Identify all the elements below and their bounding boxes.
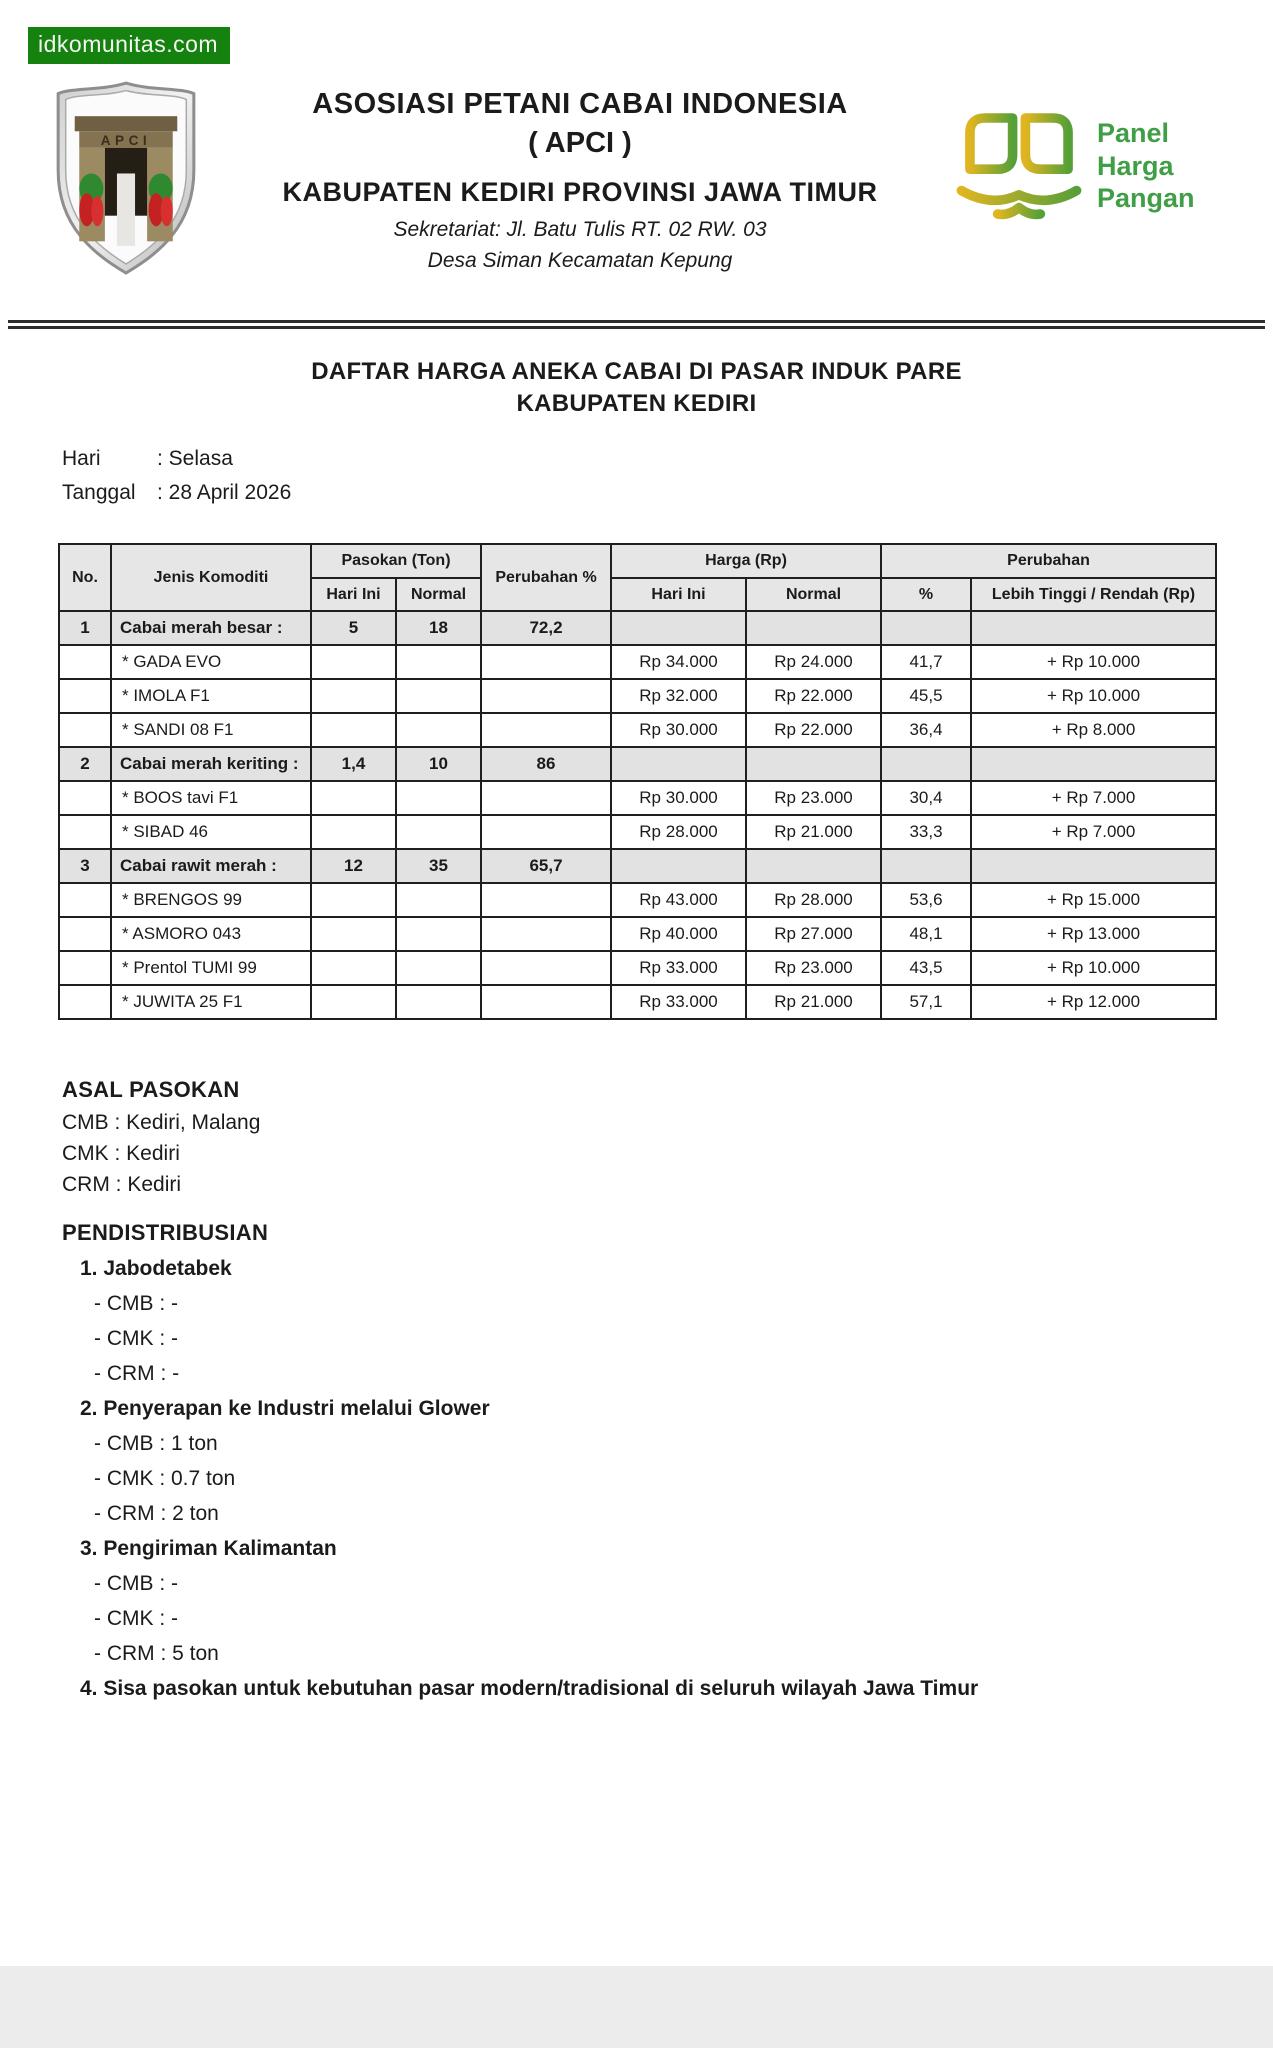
cell-pct: 57,1 xyxy=(881,985,971,1019)
cell-komoditi: * SIBAD 46 xyxy=(111,815,311,849)
table-row xyxy=(59,815,1216,849)
cell-no xyxy=(59,883,111,917)
cell-diff xyxy=(971,849,1216,883)
cell-harga-normal: Rp 21.000 xyxy=(746,985,881,1019)
cell-pasokan-normal xyxy=(396,645,481,679)
panel-harga-pangan-icon xyxy=(955,105,1083,227)
cell-komoditi: Cabai rawit merah : xyxy=(111,849,311,883)
cell-harga-normal: Rp 22.000 xyxy=(746,679,881,713)
cell-pct: 41,7 xyxy=(881,645,971,679)
cell-no xyxy=(59,781,111,815)
cell-pasokan-normal xyxy=(396,679,481,713)
cell-harga-hari: Rp 33.000 xyxy=(611,985,746,1019)
table-header xyxy=(59,544,1216,611)
panel-harga-pangan-logo xyxy=(955,105,1195,227)
scan-bottom-edge xyxy=(0,1966,1273,2048)
pendistribusian-heading: PENDISTRIBUSIAN xyxy=(62,1220,269,1245)
cell-komoditi: Cabai merah keriting : xyxy=(111,747,311,781)
table-row xyxy=(59,951,1216,985)
pendistribusian-item-2-crm: - CRM : 2 ton xyxy=(94,1502,219,1525)
cell-no: 3 xyxy=(59,849,111,883)
document-title-line1: DAFTAR HARGA ANEKA CABAI DI PASAR INDUK PARE xyxy=(311,358,962,385)
watermark-badge: idkomunitas.com xyxy=(28,27,230,64)
date-block xyxy=(62,447,291,515)
cell-pct xyxy=(881,611,971,645)
cell-perubahan xyxy=(481,815,611,849)
cell-pasokan-normal xyxy=(396,917,481,951)
cell-no xyxy=(59,645,111,679)
pendistribusian-item-3: 3. Pengiriman Kalimantan xyxy=(80,1537,337,1560)
cell-perubahan xyxy=(481,883,611,917)
cell-harga-hari: Rp 40.000 xyxy=(611,917,746,951)
cell-pasokan-hari xyxy=(311,679,396,713)
col-header-pasokan: Pasokan (Ton) xyxy=(311,544,481,578)
pendistribusian-item-1-crm: - CRM : - xyxy=(94,1362,180,1385)
cell-pct xyxy=(881,849,971,883)
cell-perubahan xyxy=(481,645,611,679)
cell-pct: 36,4 xyxy=(881,713,971,747)
cell-harga-normal: Rp 21.000 xyxy=(746,815,881,849)
cell-harga-hari: Rp 32.000 xyxy=(611,679,746,713)
cell-harga-hari xyxy=(611,849,746,883)
header-divider xyxy=(8,320,1265,329)
col-header-perubahan-pct: Perubahan % xyxy=(481,544,611,611)
cell-pasokan-normal xyxy=(396,951,481,985)
cell-perubahan xyxy=(481,917,611,951)
cell-pasokan-hari: 5 xyxy=(311,611,396,645)
cell-harga-normal: Rp 22.000 xyxy=(746,713,881,747)
org-header xyxy=(200,88,960,273)
cell-pct: 45,5 xyxy=(881,679,971,713)
cell-pasokan-normal: 18 xyxy=(396,611,481,645)
asal-pasokan-heading: ASAL PASOKAN xyxy=(62,1077,240,1102)
cell-no xyxy=(59,985,111,1019)
cell-komoditi: * GADA EVO xyxy=(111,645,311,679)
table-row xyxy=(59,713,1216,747)
cell-komoditi: * IMOLA F1 xyxy=(111,679,311,713)
svg-text:APCI: APCI xyxy=(100,132,152,148)
cell-pasokan-hari xyxy=(311,713,396,747)
hari-row xyxy=(62,447,291,471)
cell-diff: + Rp 12.000 xyxy=(971,985,1216,1019)
table-row xyxy=(59,645,1216,679)
cell-harga-hari: Rp 28.000 xyxy=(611,815,746,849)
cell-diff: + Rp 7.000 xyxy=(971,815,1216,849)
pendistribusian-section xyxy=(62,1220,978,1701)
cell-komoditi: Cabai merah besar : xyxy=(111,611,311,645)
cell-perubahan xyxy=(481,985,611,1019)
hari-label: Hari xyxy=(62,447,101,470)
col-header-lebih: Lebih Tinggi / Rendah (Rp) xyxy=(971,578,1216,611)
tanggal-label: Tanggal xyxy=(62,481,136,504)
col-header-harga: Harga (Rp) xyxy=(611,544,881,578)
col-header-pct: % xyxy=(881,578,971,611)
pendistribusian-item-3-cmk: - CMK : - xyxy=(94,1607,178,1630)
cell-harga-normal xyxy=(746,849,881,883)
asal-pasokan-section xyxy=(62,1076,260,1199)
cell-komoditi: * ASMORO 043 xyxy=(111,917,311,951)
cell-perubahan xyxy=(481,679,611,713)
document-title-line2: KABUPATEN KEDIRI xyxy=(516,390,757,418)
cell-pasokan-normal xyxy=(396,781,481,815)
cell-harga-hari xyxy=(611,611,746,645)
cell-pasokan-hari xyxy=(311,815,396,849)
cell-komoditi: * Prentol TUMI 99 xyxy=(111,951,311,985)
table-row xyxy=(59,985,1216,1019)
table-row xyxy=(59,781,1216,815)
pendistribusian-item-3-crm: - CRM : 5 ton xyxy=(94,1642,219,1665)
cell-pasokan-hari xyxy=(311,781,396,815)
org-region: KABUPATEN KEDIRI PROVINSI JAWA TIMUR xyxy=(282,176,878,207)
cell-diff: + Rp 10.000 xyxy=(971,951,1216,985)
cell-pasokan-hari: 12 xyxy=(311,849,396,883)
org-sekretariat: Sekretariat: Jl. Batu Tulis RT. 02 RW. 03 xyxy=(393,217,767,241)
cell-pasokan-hari xyxy=(311,951,396,985)
tanggal-row xyxy=(62,481,291,505)
cell-pct xyxy=(881,747,971,781)
cell-pasokan-hari xyxy=(311,883,396,917)
asal-cmk: CMK : Kediri xyxy=(62,1142,180,1166)
table-row xyxy=(59,883,1216,917)
pendistribusian-item-2-cmb: - CMB : 1 ton xyxy=(94,1432,218,1455)
col-header-harga-hari: Hari Ini xyxy=(611,578,746,611)
cell-harga-hari: Rp 33.000 xyxy=(611,951,746,985)
cell-pct: 33,3 xyxy=(881,815,971,849)
cell-pasokan-normal xyxy=(396,883,481,917)
cell-pasokan-normal: 10 xyxy=(396,747,481,781)
cell-pasokan-normal xyxy=(396,713,481,747)
table-row xyxy=(59,679,1216,713)
table-row xyxy=(59,917,1216,951)
cell-diff: + Rp 15.000 xyxy=(971,883,1216,917)
cell-diff xyxy=(971,747,1216,781)
cell-pct: 53,6 xyxy=(881,883,971,917)
cell-diff: + Rp 13.000 xyxy=(971,917,1216,951)
table-row-section-1 xyxy=(59,611,1216,645)
cell-harga-hari: Rp 43.000 xyxy=(611,883,746,917)
col-header-pasokan-normal: Normal xyxy=(396,578,481,611)
cell-diff: + Rp 7.000 xyxy=(971,781,1216,815)
price-table xyxy=(58,543,1217,1020)
cell-perubahan xyxy=(481,781,611,815)
cell-komoditi: * BRENGOS 99 xyxy=(111,883,311,917)
cell-pasokan-normal xyxy=(396,985,481,1019)
apci-shield-logo xyxy=(50,80,202,281)
price-table-container xyxy=(58,543,1217,1020)
cell-perubahan xyxy=(481,951,611,985)
cell-perubahan: 65,7 xyxy=(481,849,611,883)
cell-pasokan-hari xyxy=(311,917,396,951)
cell-no xyxy=(59,679,111,713)
cell-komoditi: * SANDI 08 F1 xyxy=(111,713,311,747)
cell-no xyxy=(59,713,111,747)
pendistribusian-item-1: 1. Jabodetabek xyxy=(80,1257,232,1280)
org-desa: Desa Siman Kecamatan Kepung xyxy=(427,248,733,272)
cell-harga-hari: Rp 30.000 xyxy=(611,713,746,747)
cell-no: 2 xyxy=(59,747,111,781)
cell-no xyxy=(59,815,111,849)
cell-komoditi: * JUWITA 25 F1 xyxy=(111,985,311,1019)
cell-harga-hari: Rp 30.000 xyxy=(611,781,746,815)
cell-harga-normal: Rp 23.000 xyxy=(746,951,881,985)
document-title xyxy=(0,356,1273,421)
tanggal-value: : 28 April 2026 xyxy=(157,481,292,504)
cell-harga-normal xyxy=(746,611,881,645)
cell-pct: 30,4 xyxy=(881,781,971,815)
pendistribusian-item-1-cmk: - CMK : - xyxy=(94,1327,178,1350)
col-header-harga-normal: Normal xyxy=(746,578,881,611)
pendistribusian-item-1-cmb: - CMB : - xyxy=(94,1292,178,1315)
cell-diff: + Rp 10.000 xyxy=(971,679,1216,713)
panel-word-2: Harga xyxy=(1097,150,1174,181)
panel-harga-pangan-text xyxy=(1097,117,1195,216)
cell-harga-normal xyxy=(746,747,881,781)
table-row-section-3 xyxy=(59,849,1216,883)
cell-pasokan-hari xyxy=(311,985,396,1019)
table-row-section-2 xyxy=(59,747,1216,781)
cell-harga-hari: Rp 34.000 xyxy=(611,645,746,679)
col-header-pasokan-hari: Hari Ini xyxy=(311,578,396,611)
hari-value: : Selasa xyxy=(157,447,233,470)
cell-pasokan-normal: 35 xyxy=(396,849,481,883)
cell-harga-normal: Rp 23.000 xyxy=(746,781,881,815)
cell-no xyxy=(59,917,111,951)
panel-word-3: Pangan xyxy=(1097,183,1195,214)
cell-no xyxy=(59,951,111,985)
cell-harga-normal: Rp 24.000 xyxy=(746,645,881,679)
cell-harga-normal: Rp 28.000 xyxy=(746,883,881,917)
col-header-jenis: Jenis Komoditi xyxy=(111,544,311,611)
asal-crm: CRM : Kediri xyxy=(62,1172,182,1196)
cell-perubahan: 86 xyxy=(481,747,611,781)
org-abbrev: ( APCI ) xyxy=(528,127,632,160)
col-header-no: No. xyxy=(59,544,111,611)
cell-pct: 48,1 xyxy=(881,917,971,951)
org-name: ASOSIASI PETANI CABAI INDONESIA xyxy=(312,88,848,120)
pendistribusian-item-3-cmb: - CMB : - xyxy=(94,1572,178,1595)
cell-perubahan xyxy=(481,713,611,747)
cell-diff: + Rp 10.000 xyxy=(971,645,1216,679)
cell-pasokan-hari xyxy=(311,645,396,679)
shield-icon xyxy=(50,80,202,276)
cell-harga-normal: Rp 27.000 xyxy=(746,917,881,951)
cell-no: 1 xyxy=(59,611,111,645)
asal-cmb: CMB : Kediri, Malang xyxy=(62,1111,261,1135)
pendistribusian-item-4: 4. Sisa pasokan untuk kebutuhan pasar modern/tradisional di seluruh wilayah Jawa Timur xyxy=(80,1677,979,1700)
pendistribusian-item-2: 2. Penyerapan ke Industri melalui Glower xyxy=(80,1397,490,1420)
panel-word-1: Panel xyxy=(1097,117,1170,148)
cell-perubahan: 72,2 xyxy=(481,611,611,645)
cell-pct: 43,5 xyxy=(881,951,971,985)
col-header-perubahan: Perubahan xyxy=(881,544,1216,578)
cell-diff: + Rp 8.000 xyxy=(971,713,1216,747)
cell-pasokan-hari: 1,4 xyxy=(311,747,396,781)
cell-diff xyxy=(971,611,1216,645)
cell-harga-hari xyxy=(611,747,746,781)
cell-komoditi: * BOOS tavi F1 xyxy=(111,781,311,815)
cell-pasokan-normal xyxy=(396,815,481,849)
pendistribusian-item-2-cmk: - CMK : 0.7 ton xyxy=(94,1467,236,1490)
